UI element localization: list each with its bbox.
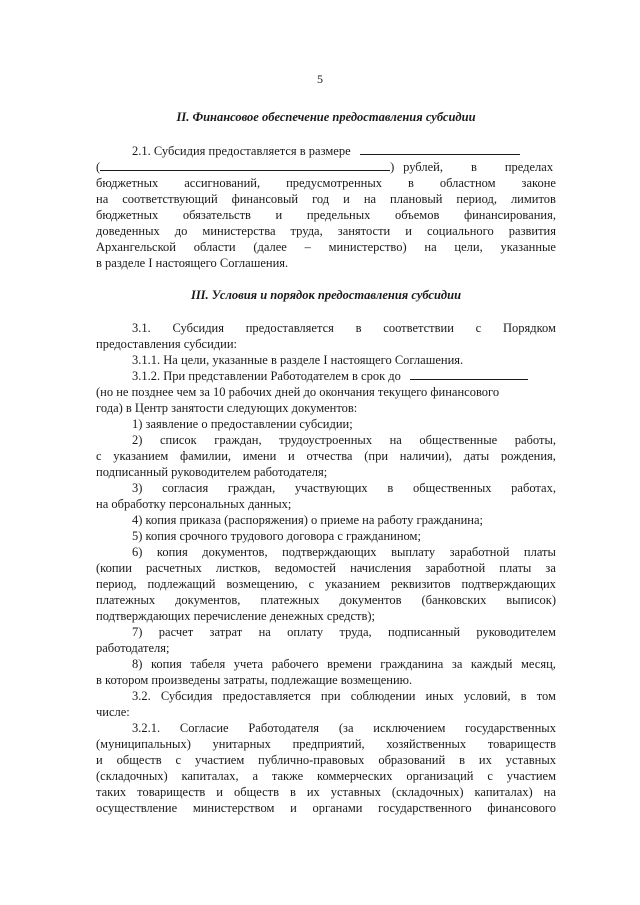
word: рождения, bbox=[500, 449, 556, 463]
para-3-2-1-line-2 bbox=[96, 736, 556, 752]
word: на bbox=[389, 433, 402, 447]
word: обществ bbox=[233, 785, 279, 799]
word: Согласие bbox=[179, 721, 229, 735]
word: капиталах, bbox=[181, 769, 239, 783]
item-7-line-2: работодателя; bbox=[96, 641, 170, 655]
word: министерством bbox=[192, 801, 275, 815]
word: на bbox=[543, 785, 556, 799]
word: расчетных bbox=[146, 561, 202, 575]
word: выписок) bbox=[506, 593, 556, 607]
word: платежных bbox=[96, 593, 156, 607]
word: организаций bbox=[406, 769, 474, 783]
word: платежных bbox=[260, 593, 320, 607]
word: указанием bbox=[113, 449, 169, 463]
word: финансового bbox=[487, 801, 556, 815]
word: указанные bbox=[500, 240, 556, 254]
word: 3) bbox=[132, 481, 143, 495]
para-3-2-line-1 bbox=[96, 688, 556, 704]
word: образований bbox=[378, 753, 446, 767]
word: граждан, bbox=[227, 481, 276, 495]
word: заработной bbox=[449, 545, 510, 559]
word: заработной bbox=[425, 561, 486, 575]
word: государственного bbox=[378, 801, 472, 815]
word: платы bbox=[523, 545, 556, 559]
word: финансирования, bbox=[463, 208, 556, 222]
word: документов, bbox=[175, 593, 241, 607]
word: листков, bbox=[215, 561, 261, 575]
word: предоставляется bbox=[245, 321, 334, 335]
word: даты bbox=[463, 449, 490, 463]
word: объемов bbox=[394, 208, 440, 222]
word: оплату bbox=[287, 625, 324, 639]
word: общественные bbox=[419, 433, 498, 447]
word: в bbox=[289, 785, 296, 799]
word: с bbox=[487, 769, 493, 783]
para-3-2-line-2: числе: bbox=[96, 705, 130, 719]
word: времени bbox=[327, 657, 372, 671]
word: возмещению, bbox=[226, 577, 298, 591]
word: органами bbox=[312, 801, 363, 815]
word: Порядком bbox=[502, 321, 556, 335]
para-3-1-line-1 bbox=[96, 320, 556, 336]
word: в bbox=[407, 176, 414, 190]
word: (при bbox=[364, 449, 389, 463]
word: учета bbox=[233, 657, 264, 671]
word: коммерческих bbox=[317, 769, 393, 783]
word: и bbox=[288, 449, 295, 463]
word: труда, bbox=[290, 224, 323, 238]
word: копия bbox=[150, 657, 182, 671]
item-6-line-4 bbox=[96, 592, 556, 608]
word: (муниципальных) bbox=[96, 737, 191, 751]
item-4: 4) копия приказа (распоряжения) о приеме на работу гражданина; bbox=[132, 513, 484, 527]
section-2-heading: II. Финансовое обеспечение предоставления субсидии bbox=[176, 110, 476, 124]
word: отчества bbox=[306, 449, 353, 463]
word: осуществление bbox=[96, 801, 178, 815]
page-number: 5 bbox=[317, 72, 323, 86]
word: их bbox=[306, 785, 320, 799]
word: Субсидия bbox=[160, 689, 213, 703]
word: министерства bbox=[202, 224, 276, 238]
word: в bbox=[355, 321, 362, 335]
word: и bbox=[343, 192, 350, 206]
word: 3.2.1. bbox=[132, 721, 161, 735]
word: (складочных) bbox=[96, 769, 168, 783]
word: иных bbox=[425, 689, 454, 703]
word: затрат bbox=[209, 625, 243, 639]
para-2-1-line-5 bbox=[96, 207, 556, 223]
word: министерство) bbox=[328, 240, 407, 254]
word: 7) bbox=[132, 625, 143, 639]
word: список bbox=[159, 433, 197, 447]
word: 6) bbox=[132, 545, 143, 559]
word: ведомостей bbox=[274, 561, 336, 575]
word: подтверждающих bbox=[461, 577, 556, 591]
item-6-line-2 bbox=[96, 560, 556, 576]
word: Архангельской bbox=[96, 240, 176, 254]
word: с bbox=[308, 577, 315, 591]
word: цели, bbox=[454, 240, 483, 254]
word: предприятий, bbox=[292, 737, 365, 751]
word: в bbox=[387, 481, 394, 495]
word: также bbox=[271, 769, 304, 783]
amount-blank bbox=[360, 143, 520, 155]
word: товариществ bbox=[487, 737, 556, 751]
word: в bbox=[520, 689, 527, 703]
item-6-line-1 bbox=[96, 544, 556, 560]
word: плановый bbox=[390, 192, 443, 206]
word: трудоустроенных bbox=[279, 433, 373, 447]
word: доведенных bbox=[96, 224, 160, 238]
item-1: 1) заявление о предоставлении субсидии; bbox=[132, 417, 353, 431]
item-6-line-3 bbox=[96, 576, 556, 592]
word: месяц, bbox=[521, 657, 556, 671]
word: гражданина bbox=[380, 657, 444, 671]
word: законе bbox=[521, 176, 556, 190]
word: подписанный bbox=[388, 625, 461, 639]
word: расчет bbox=[158, 625, 194, 639]
para-3-2-1-line-3 bbox=[96, 752, 556, 768]
word: участием bbox=[506, 769, 556, 783]
word: руководителем bbox=[476, 625, 556, 639]
word: – bbox=[304, 240, 311, 254]
word: Субсидия bbox=[172, 321, 224, 335]
word: за bbox=[545, 561, 556, 575]
word: граждан, bbox=[214, 433, 262, 447]
item-6-line-5: подтверждающих перечисление денежных средств); bbox=[96, 609, 376, 623]
word: документов bbox=[339, 593, 402, 607]
word: подтверждающих bbox=[282, 545, 377, 559]
word: при bbox=[320, 689, 341, 703]
word: 3.1. bbox=[132, 321, 151, 335]
para-2-1-line-1 bbox=[96, 143, 556, 159]
word: на bbox=[96, 192, 109, 206]
word: на bbox=[424, 240, 437, 254]
item-8-line-1 bbox=[96, 656, 556, 672]
word: каждый bbox=[470, 657, 513, 671]
word: с bbox=[175, 753, 182, 767]
word: предоставляется bbox=[222, 689, 311, 703]
word: наличии), bbox=[399, 449, 452, 463]
word: начисления bbox=[350, 561, 412, 575]
word: предусмотренных bbox=[286, 176, 382, 190]
word: за bbox=[451, 657, 463, 671]
para-2-1-line-8: в разделе I настоящего Соглашения. bbox=[96, 256, 289, 270]
item-3-line-1 bbox=[96, 480, 556, 496]
item-8-line-2: в котором произведены затраты, подлежащие возмещению. bbox=[96, 673, 413, 687]
deadline-blank bbox=[410, 368, 528, 380]
para-3-2-1-line-6 bbox=[96, 800, 556, 816]
para-2-1-line-3 bbox=[96, 175, 556, 191]
word: а bbox=[252, 769, 259, 783]
word: 3.2. bbox=[132, 689, 151, 703]
word: товариществ bbox=[137, 785, 206, 799]
word: труда, bbox=[339, 625, 372, 639]
para-3-1-2-line-2: (но не позднее чем за 10 рабочих дней до окончания текущего финансового bbox=[96, 385, 500, 399]
word: год bbox=[312, 192, 330, 206]
word: с bbox=[475, 321, 482, 335]
word: копия bbox=[156, 545, 188, 559]
word: их bbox=[478, 753, 492, 767]
word: областном bbox=[439, 176, 496, 190]
word: занятости bbox=[337, 224, 391, 238]
word: условий, bbox=[463, 689, 511, 703]
para-2-1-line-2-words bbox=[403, 159, 553, 175]
word: имени bbox=[242, 449, 277, 463]
word: в bbox=[470, 160, 477, 174]
word: (копии bbox=[96, 561, 132, 575]
word: (за bbox=[338, 721, 354, 735]
word: социального bbox=[426, 224, 494, 238]
word: согласия bbox=[162, 481, 209, 495]
word: 8) bbox=[132, 657, 143, 671]
word: работы, bbox=[514, 433, 556, 447]
para-3-1-2-line-1: 3.1.2. При представлении Работодателем в срок до bbox=[96, 368, 556, 384]
para-2-1-line-7 bbox=[96, 239, 556, 255]
word: с bbox=[96, 449, 102, 463]
para-2-1-line-6 bbox=[96, 223, 556, 239]
word: пределах bbox=[504, 160, 554, 174]
item-5: 5) копия срочного трудового договора с гражданином; bbox=[132, 529, 421, 543]
word: на bbox=[258, 625, 271, 639]
word: в bbox=[459, 753, 466, 767]
para-3-1-1: 3.1.1. На цели, указанные в разделе I настоящего Соглашения. bbox=[132, 353, 464, 367]
word: унитарных bbox=[212, 737, 271, 751]
word: соответствующий bbox=[122, 192, 218, 206]
item-7-line-1 bbox=[96, 624, 556, 640]
word: период, bbox=[456, 192, 497, 206]
word: документов, bbox=[202, 545, 268, 559]
word: рабочего bbox=[271, 657, 319, 671]
word: Работодателя bbox=[248, 721, 320, 735]
word: выплату bbox=[391, 545, 436, 559]
word: и bbox=[405, 224, 412, 238]
word: публично-правовых bbox=[258, 753, 365, 767]
word: участвующих bbox=[294, 481, 368, 495]
word: (далее bbox=[253, 240, 287, 254]
word: подлежащий bbox=[147, 577, 216, 591]
word: участием bbox=[195, 753, 245, 767]
item-3-line-2: на обработку персональных данных; bbox=[96, 497, 292, 511]
word: (складочных) bbox=[391, 785, 464, 799]
word: области bbox=[193, 240, 236, 254]
word: и bbox=[290, 801, 297, 815]
para-3-1-line-2: предоставления субсидии: bbox=[96, 337, 238, 351]
word: том bbox=[536, 689, 556, 703]
word: развития bbox=[508, 224, 556, 238]
word: (банковских bbox=[421, 593, 487, 607]
word: соблюдении bbox=[350, 689, 416, 703]
item-2-line-3: подписанный руководителем работодателя; bbox=[96, 465, 328, 479]
word: бюджетных bbox=[96, 176, 159, 190]
para-3-1-2-line-3: года) в Центр занятости следующих документов: bbox=[96, 401, 358, 415]
word: таких bbox=[96, 785, 127, 799]
word: фамилии, bbox=[180, 449, 232, 463]
para-2-1-start: 2.1. Субсидия предоставляется в размере bbox=[132, 144, 351, 158]
section-3-heading: III. Условия и порядок предоставления субсидии bbox=[190, 288, 462, 302]
word: капиталах) bbox=[474, 785, 533, 799]
word: уставных bbox=[505, 753, 556, 767]
para-3-2-1-line-5 bbox=[96, 784, 556, 800]
word: бюджетных bbox=[96, 208, 159, 222]
word: и bbox=[216, 785, 223, 799]
word: предельных bbox=[306, 208, 371, 222]
word: указанием bbox=[325, 577, 381, 591]
word: на bbox=[363, 192, 377, 206]
word: соответствии bbox=[383, 321, 454, 335]
word: период, bbox=[96, 577, 137, 591]
word: ассигнований, bbox=[184, 176, 261, 190]
word: работах, bbox=[511, 481, 556, 495]
item-2-line-2 bbox=[96, 448, 556, 464]
para-3-2-1-line-1 bbox=[96, 720, 556, 736]
word: табеля bbox=[190, 657, 226, 671]
word: рублей, bbox=[403, 160, 443, 174]
word: и bbox=[96, 753, 103, 767]
word: обязательств bbox=[182, 208, 251, 222]
word: обществ bbox=[116, 753, 162, 767]
word: государственных bbox=[465, 721, 556, 735]
word: 2) bbox=[132, 433, 143, 447]
item-2-line-1 bbox=[96, 432, 556, 448]
para-2-1-line-4 bbox=[96, 191, 556, 207]
word: лимитов bbox=[510, 192, 556, 206]
para-3-2-1-line-4 bbox=[96, 768, 556, 784]
word: реквизитов bbox=[390, 577, 451, 591]
word: исключением bbox=[373, 721, 446, 735]
amount-words-blank bbox=[100, 159, 390, 171]
word: хозяйственных bbox=[386, 737, 467, 751]
word: до bbox=[174, 224, 188, 238]
word: платы bbox=[499, 561, 532, 575]
word: и bbox=[275, 208, 283, 222]
para-2-1-line-2: ( ) рублей, в пределах bbox=[96, 160, 554, 174]
word: общественных bbox=[412, 481, 492, 495]
word: уставных bbox=[330, 785, 381, 799]
word: финансовый bbox=[231, 192, 299, 206]
